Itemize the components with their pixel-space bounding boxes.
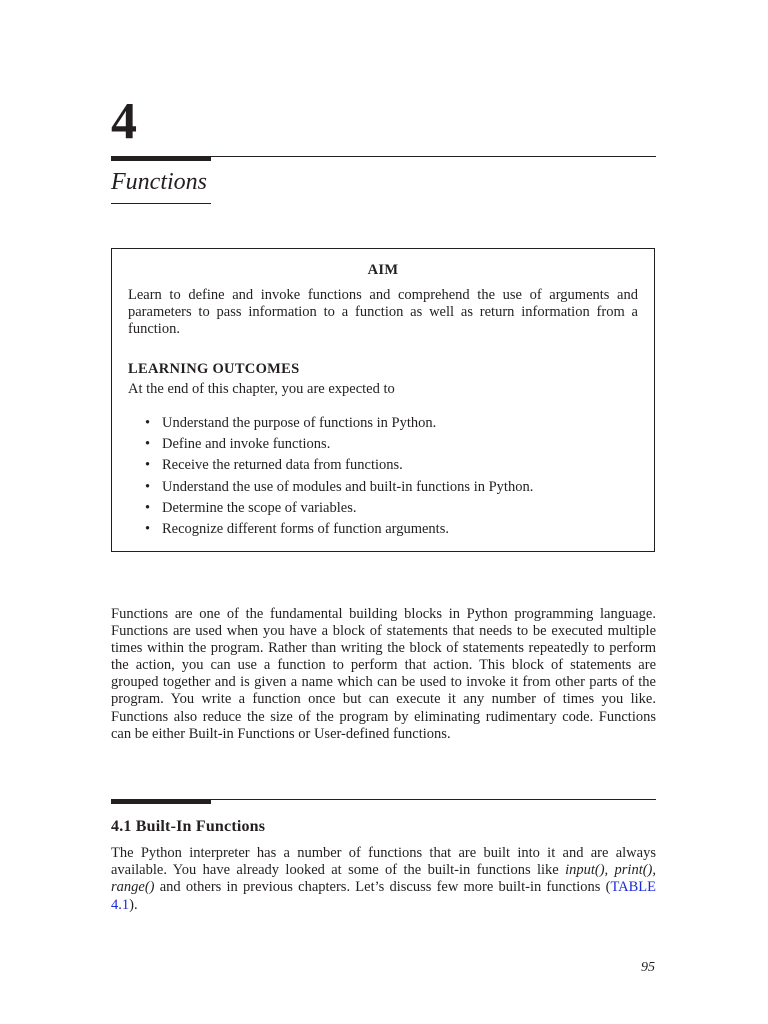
- list-item: [128, 498, 533, 519]
- aim-text: Learn to define and invoke functions and comprehend the use of arguments and parameters to pass information to a function as well as return information from a function.: [128, 287, 638, 337]
- list-item: [128, 434, 533, 455]
- learning-outcomes-heading: LEARNING OUTCOMES: [128, 361, 300, 377]
- table-reference-link[interactable]: TABLE 4.1: [111, 879, 656, 913]
- chapter-title: Functions: [111, 169, 207, 195]
- chapter-title-underline: [111, 203, 211, 204]
- list-item: [128, 519, 533, 540]
- list-item: [128, 455, 533, 476]
- list-item-text: Determine the scope of variables.: [162, 499, 357, 516]
- bullet-icon: •: [145, 478, 151, 495]
- function-name-print: print(): [614, 862, 653, 879]
- separator: ,: [604, 862, 615, 879]
- section-text-part2: and others in previous chapters. Let’s discuss few more built-in functions (: [154, 879, 611, 896]
- aim-box: [111, 248, 655, 552]
- learning-outcomes-intro: At the end of this chapter, you are expected to: [128, 381, 395, 397]
- list-item: [128, 413, 533, 434]
- bullet-icon: •: [145, 436, 151, 453]
- function-name-range: range(): [111, 879, 155, 896]
- list-item-text: Receive the returned data from functions.: [162, 457, 403, 474]
- section-text-part3: ).: [129, 896, 138, 913]
- learning-outcomes-list: [128, 413, 533, 540]
- separator: ,: [652, 862, 657, 879]
- section-rule: [111, 799, 656, 800]
- function-name-input: input(): [565, 862, 605, 879]
- list-item-text: Define and invoke functions.: [162, 436, 331, 453]
- intro-paragraph: Functions are one of the fundamental building blocks in Python programming language. Functions are used when you have a block of statements that needs to be executed multiple times within the program. Rather than writing the block of statements repeatedly to perform the action, you can use a function to perform that action. This block of statements are grouped together and is given a name which can be used to invoke it from other parts of the program. You write a function once but can execute it any number of times you like. Functions also reduce the size of the program by eliminating rudimentary code. Functions can be either Built-in Functions or User-defined functions.: [111, 606, 656, 742]
- chapter-number: 4: [111, 93, 137, 150]
- bullet-icon: •: [145, 457, 151, 474]
- bullet-icon: •: [145, 520, 151, 537]
- bullet-icon: •: [145, 415, 151, 431]
- section-paragraph: [111, 845, 656, 914]
- chapter-top-rule: [111, 156, 656, 157]
- bullet-icon: •: [145, 499, 151, 516]
- list-item: [128, 477, 533, 498]
- section-heading: 4.1 Built-In Functions: [111, 818, 266, 835]
- list-item-text: Recognize different forms of function arguments.: [162, 520, 449, 537]
- section-text-part1: The Python interpreter has a number of functions that are built into it and are always available. You have already looked at some of the built-in functions like: [111, 845, 656, 879]
- aim-heading: AIM: [367, 262, 399, 278]
- page-number: 95: [641, 960, 655, 975]
- list-item-text: Understand the purpose of functions in Python.: [162, 415, 437, 431]
- list-item-text: Understand the use of modules and built-in functions in Python.: [162, 478, 534, 495]
